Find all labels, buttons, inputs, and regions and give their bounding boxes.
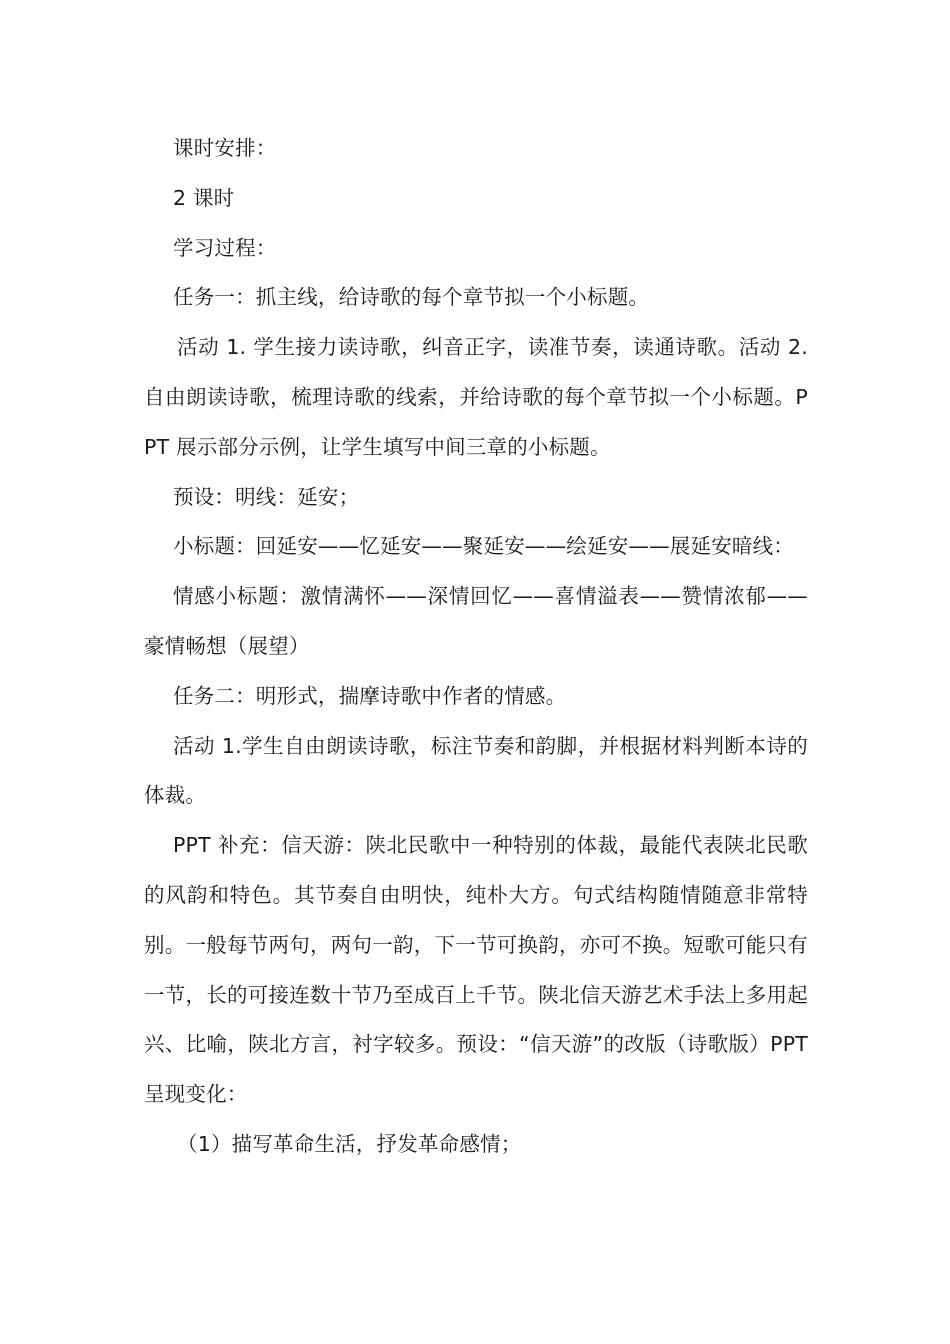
paragraph-task-one: 任务一：抓主线，给诗歌的每个章节拟一个小标题。	[173, 285, 650, 310]
paragraph-emotion-subtitles: 情感小标题：激情满怀——深情回忆——喜情溢表——赞情浓郁——豪情畅想（展望）	[144, 584, 808, 658]
paragraph-task-two: 任务二：明形式，揣摩诗歌中作者的情感。	[173, 683, 567, 708]
paragraph-ppt-supplement: PPT 补充：信天游：陕北民歌中一种特别的体裁，最能代表陕北民歌的风韵和特色。其节奏自由明快，纯朴大方。句式结构随情随意非常特别。一般每节两句，两句一韵，下一节可换韵，亦可不换。短歌可能只有一节，长的可接连数十节乃至成百上千节。陕北信天游艺术手法上多用起兴、比喻，陕北方言，衬字较多。预设：“信天游”的改版（诗歌版）PPT 呈现变化：	[144, 833, 808, 1107]
paragraph-list-item-one: （1）描写革命生活，抒发革命感情；	[177, 1131, 522, 1156]
paragraph-task-two-activity: 活动 1.学生自由朗读诗歌，标注节奏和韵脚，并根据材料判断本诗的体裁。	[144, 733, 808, 808]
paragraph-activity-one-two: 活动 1. 学生接力读诗歌，纠音正字，读准节奏，读通诗歌。活动 2.自由朗读诗歌，梳理诗歌的线索，并给诗歌的每个章节拟一个小标题。PPT 展示部分示例，让学生填写中间三章的小标题。	[144, 335, 808, 459]
paragraph-preset-main-line: 预设：明线：延安；	[173, 484, 360, 509]
paragraph-schedule-heading: 课时安排：	[173, 136, 277, 160]
document-body	[144, 124, 808, 1170]
paragraph-process-heading: 学习过程：	[173, 235, 277, 260]
paragraph-schedule-value: 2 课时	[173, 185, 235, 210]
paragraph-subtitles: 小标题：回延安——忆延安——聚延安——绘延安——展延安暗线：	[173, 534, 794, 559]
